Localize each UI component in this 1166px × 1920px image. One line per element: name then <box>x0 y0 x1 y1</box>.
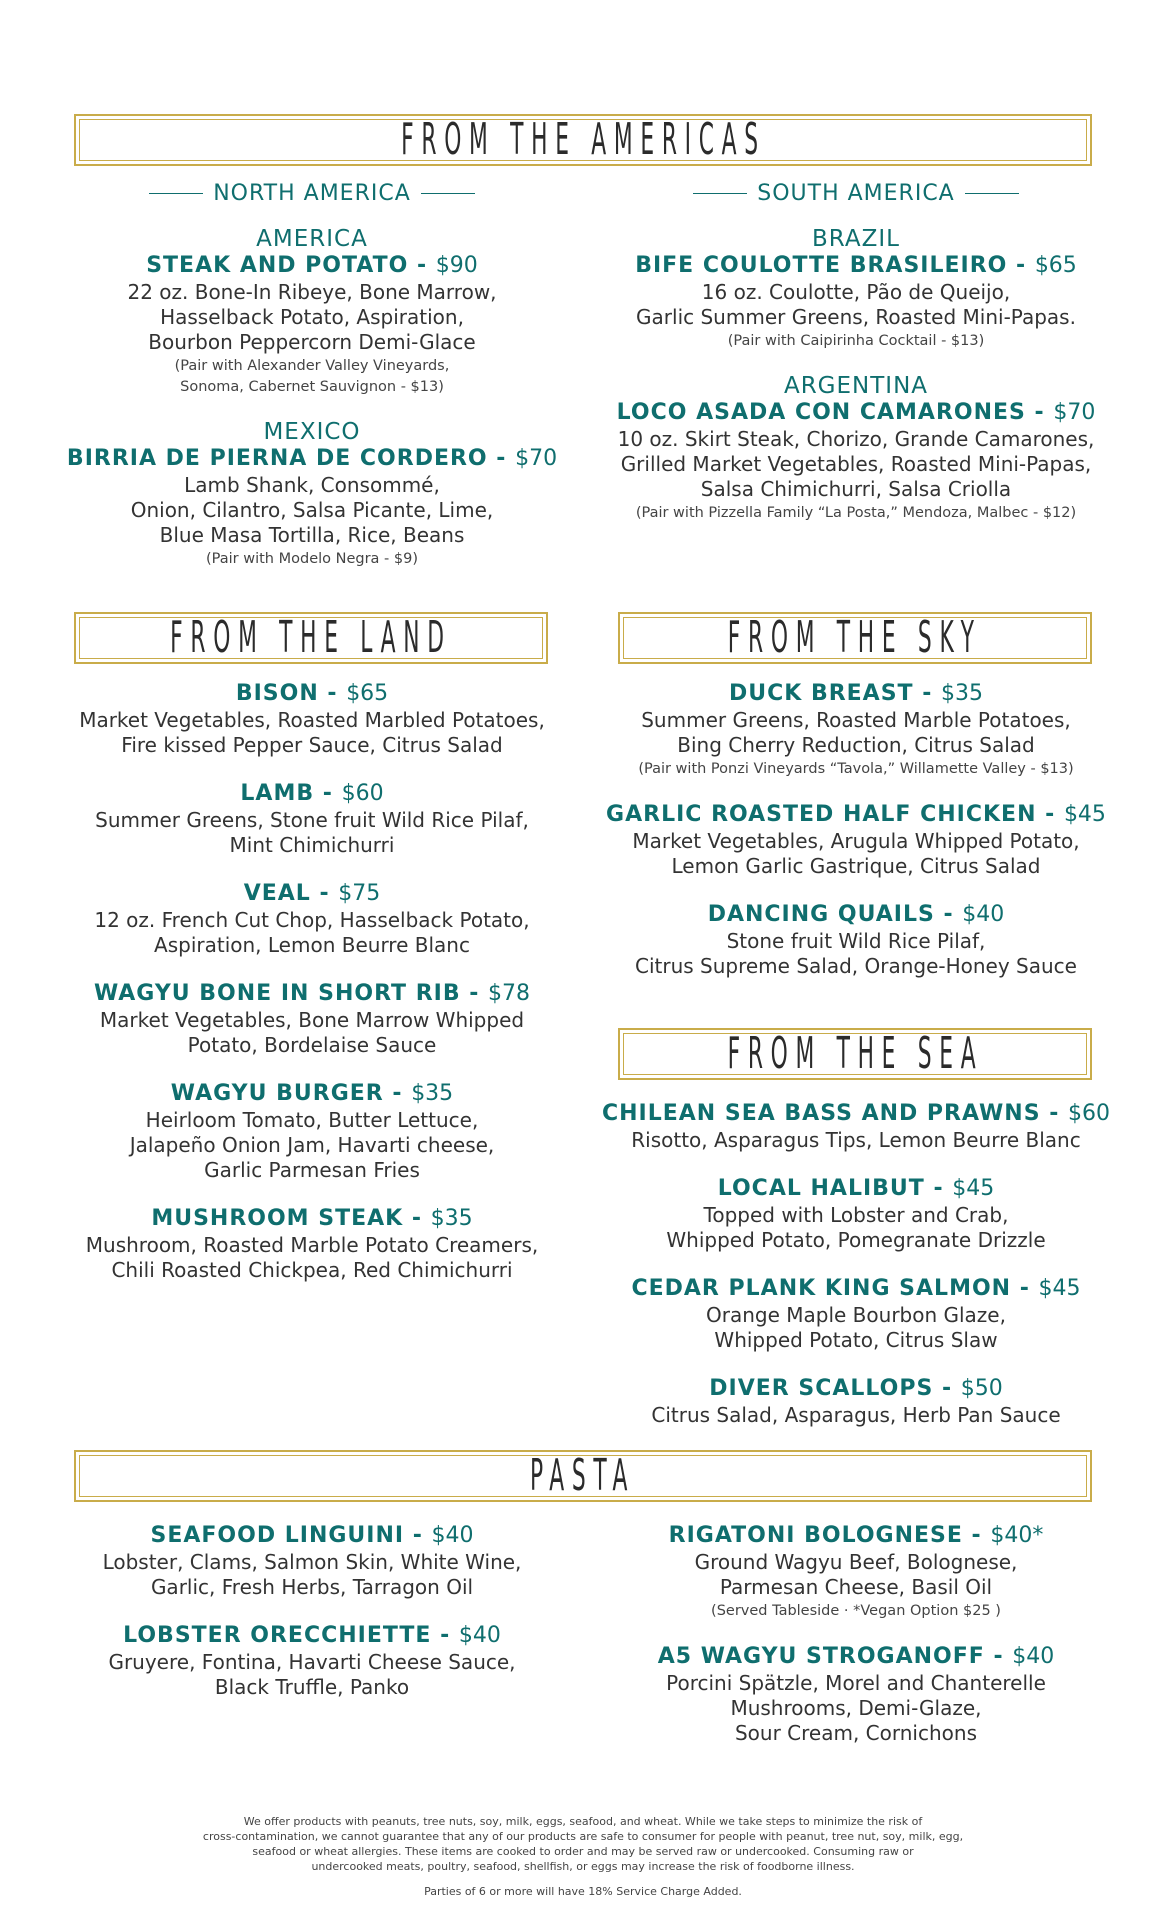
price-separator: - <box>913 681 942 706</box>
dish-price: $65 <box>346 681 389 706</box>
dish-name: CEDAR PLANK KING SALMON <box>631 1276 1012 1301</box>
dish-name: BIFE COULOTTE BRASILEIRO <box>635 253 1008 278</box>
dish-name-line <box>40 1080 584 1108</box>
menu-item <box>584 1375 1128 1428</box>
menu-item <box>584 801 1128 879</box>
price-separator: - <box>408 253 436 278</box>
dish-price: $40 <box>962 902 1005 927</box>
region-label: AMERICA <box>256 226 368 252</box>
dish-price: $40 <box>431 1523 474 1548</box>
dish-description: Bourbon Peppercorn Demi-Glace <box>148 330 476 354</box>
dish-name: LOBSTER ORECCHIETTE <box>123 1623 432 1648</box>
pasta-right-column <box>584 1522 1128 1768</box>
dish-description: Grilled Market Vegetables, Roasted Mini-Papas, <box>620 452 1092 476</box>
price-separator: - <box>924 1176 953 1201</box>
dish-name-line <box>584 1643 1128 1671</box>
price-separator: - <box>318 681 347 706</box>
section-banner-land <box>74 612 548 664</box>
dish-name: DANCING QUAILS <box>707 902 935 927</box>
menu-item <box>584 1643 1128 1746</box>
dish-description: Citrus Salad, Asparagus, Herb Pan Sauce <box>651 1403 1061 1427</box>
section-title: FROM THE SKY <box>728 612 982 663</box>
dish-name: VEAL <box>243 881 311 906</box>
dish-description: 22 oz. Bone-In Ribeye, Bone Marrow, <box>127 280 497 304</box>
dish-name: LOCO ASADA CON CAMARONES <box>616 400 1026 425</box>
price-separator: - <box>431 1623 459 1648</box>
menu-item <box>40 1080 584 1183</box>
menu-item <box>40 880 584 958</box>
south-america-column <box>584 226 1128 545</box>
dish-price: $40 <box>458 1623 501 1648</box>
dish-name-line <box>584 399 1128 427</box>
dish-description: Gruyere, Fontina, Havarti Cheese Sauce, <box>108 1650 516 1674</box>
dish-price: $70 <box>515 446 558 471</box>
menu-item <box>584 680 1128 779</box>
menu-item <box>584 1275 1128 1353</box>
south-america-heading <box>584 178 1128 208</box>
price-separator: - <box>460 981 489 1006</box>
menu-item <box>40 1522 584 1600</box>
menu-item <box>40 780 584 858</box>
dish-description: Mushroom, Roasted Marble Potato Creamers, <box>85 1233 539 1257</box>
pairing-note: (Pair with Pizzella Family “La Posta,” Mendoza, Malbec - $12) <box>635 505 1077 521</box>
price-separator: - <box>933 1376 961 1401</box>
pairing-note: Sonoma, Cabernet Sauvignon - $13) <box>180 379 444 395</box>
dish-name: DIVER SCALLOPS <box>709 1376 934 1401</box>
price-separator: - <box>1011 1276 1039 1301</box>
disclaimer-line: cross-contamination, we cannot guarantee that any of our products are safe to consumer for people with peanut, tree nut, soy, milk, egg, <box>202 1830 964 1843</box>
dish-price: $40* <box>990 1523 1044 1548</box>
price-separator: - <box>1007 253 1035 278</box>
sky-column <box>584 680 1128 1001</box>
dish-name: LAMB <box>240 781 315 806</box>
dish-description: Lamb Shank, Consommé, <box>184 473 440 497</box>
disclaimer-line: We offer products with peanuts, tree nuts, soy, milk, eggs, seafood, and wheat. While we take steps to minimize the risk of <box>243 1815 923 1828</box>
menu-item <box>40 1205 584 1283</box>
allergy-disclaimer <box>170 1814 996 1874</box>
dish-name: WAGYU BURGER <box>170 1081 384 1106</box>
dish-description: Heirloom Tomato, Butter Lettuce, <box>145 1108 479 1132</box>
dish-name-line <box>40 880 584 908</box>
dish-name-line <box>40 445 584 473</box>
price-separator: - <box>984 1644 1013 1669</box>
dish-description: Summer Greens, Stone fruit Wild Rice Pilaf, <box>95 808 529 832</box>
dish-price: $78 <box>488 981 531 1006</box>
heading-label: NORTH AMERICA <box>213 180 411 206</box>
dish-price: $65 <box>1034 253 1077 278</box>
dish-name-line <box>584 1522 1128 1550</box>
pairing-note: (Served Tableside · *Vegan Option $25 ) <box>711 1603 1001 1619</box>
north-america-column <box>40 226 584 591</box>
dish-price: $70 <box>1053 400 1096 425</box>
dish-name-line <box>584 680 1128 708</box>
dish-name: LOCAL HALIBUT <box>717 1176 925 1201</box>
dish-name-line <box>584 1375 1128 1403</box>
dish-price: $90 <box>435 253 478 278</box>
dish-description: Chili Roasted Chickpea, Red Chimichurri <box>111 1258 513 1282</box>
dish-name-line <box>584 1100 1128 1128</box>
sea-column <box>584 1100 1128 1450</box>
dish-price: $35 <box>430 1206 473 1231</box>
dish-description: Hasselback Potato, Aspiration, <box>160 305 464 329</box>
divider <box>149 193 203 194</box>
price-separator: - <box>1040 1101 1069 1126</box>
dish-description: Fire kissed Pepper Sauce, Citrus Salad <box>121 733 503 757</box>
dish-price: $75 <box>338 881 381 906</box>
dish-description: Onion, Cilantro, Salsa Picante, Lime, <box>130 498 494 522</box>
dish-price: $50 <box>960 1376 1003 1401</box>
dish-name-line <box>40 1522 584 1550</box>
price-separator: - <box>383 1081 412 1106</box>
menu-item <box>584 1100 1128 1153</box>
dish-description: Garlic, Fresh Herbs, Tarragon Oil <box>150 1575 474 1599</box>
dish-description: Whipped Potato, Pomegranate Drizzle <box>666 1228 1046 1252</box>
menu-item <box>584 901 1128 979</box>
price-separator: - <box>403 1206 431 1231</box>
dish-description: Market Vegetables, Arugula Whipped Potato, <box>632 829 1080 853</box>
dish-description: Ground Wagyu Beef, Bolognese, <box>694 1550 1018 1574</box>
dish-name-line <box>40 980 584 1008</box>
dish-description: Garlic Parmesan Fries <box>204 1158 420 1182</box>
dish-description: 12 oz. French Cut Chop, Hasselback Potato, <box>94 908 530 932</box>
section-banner-pasta <box>74 1450 1092 1502</box>
menu-item <box>584 1522 1128 1621</box>
dish-description: Jalapeño Onion Jam, Havarti cheese, <box>129 1133 495 1157</box>
dish-description: Garlic Summer Greens, Roasted Mini-Papas. <box>636 305 1076 329</box>
dish-description: Aspiration, Lemon Beurre Blanc <box>154 933 470 957</box>
dish-description: Porcini Spätzle, Morel and Chanterelle <box>666 1671 1046 1695</box>
dish-price: $35 <box>941 681 984 706</box>
dish-description: Citrus Supreme Salad, Orange-Honey Sauce <box>634 954 1077 978</box>
dish-price: $40 <box>1012 1644 1055 1669</box>
dish-name: BIRRIA DE PIERNA DE CORDERO <box>66 446 488 471</box>
dish-description: Sour Cream, Cornichons <box>734 1721 977 1745</box>
dish-name-line <box>584 901 1128 929</box>
disclaimer-line: seafood or wheat allergies. These items are cooked to order and may be served raw or undercooked. Consuming raw or <box>252 1845 914 1858</box>
menu-item <box>584 226 1128 351</box>
dish-name-line <box>40 780 584 808</box>
dish-description: Bing Cherry Reduction, Citrus Salad <box>677 733 1035 757</box>
dish-name-line <box>584 1275 1128 1303</box>
region-label: MEXICO <box>263 419 361 445</box>
dish-description: Blue Masa Tortilla, Rice, Beans <box>159 523 465 547</box>
menu-item <box>40 680 584 758</box>
divider <box>965 193 1019 194</box>
dish-name: GARLIC ROASTED HALF CHICKEN <box>606 802 1037 827</box>
menu-item <box>40 980 584 1058</box>
dish-description: Market Vegetables, Roasted Marbled Potatoes, <box>79 708 545 732</box>
divider <box>693 193 747 194</box>
dish-name-line <box>584 1175 1128 1203</box>
pairing-note: (Pair with Ponzi Vineyards “Tavola,” Willamette Valley - $13) <box>638 761 1074 777</box>
dish-description: Summer Greens, Roasted Marble Potatoes, <box>641 708 1071 732</box>
land-column <box>40 680 584 1305</box>
dish-description: Mushrooms, Demi-Glaze, <box>730 1696 982 1720</box>
menu-item <box>40 226 584 397</box>
dish-name: CHILEAN SEA BASS AND PRAWNS <box>601 1101 1041 1126</box>
dish-price: $35 <box>411 1081 454 1106</box>
menu-item <box>40 419 584 569</box>
pairing-note: (Pair with Alexander Valley Vineyards, <box>174 358 450 374</box>
dish-description: Mint Chimichurri <box>229 833 395 857</box>
dish-description: Market Vegetables, Bone Marrow Whipped <box>99 1008 525 1032</box>
dish-name: SEAFOOD LINGUINI <box>150 1523 405 1548</box>
dish-description: Salsa Chimichurri, Salsa Criolla <box>700 477 1012 501</box>
section-title: FROM THE LAND <box>170 612 452 663</box>
region-label: BRAZIL <box>812 226 900 252</box>
dish-name: STEAK AND POTATO <box>146 253 409 278</box>
service-charge-note: Parties of 6 or more will have 18% Service Charge Added. <box>424 1885 742 1898</box>
price-separator: - <box>1025 400 1054 425</box>
menu-item <box>584 373 1128 523</box>
region-label: ARGENTINA <box>783 373 929 399</box>
dish-description: 16 oz. Coulotte, Pão de Queijo, <box>701 280 1011 304</box>
price-separator: - <box>934 902 963 927</box>
dish-price: $45 <box>1063 802 1106 827</box>
price-separator: - <box>962 1523 991 1548</box>
dish-description: Lobster, Clams, Salmon Skin, White Wine, <box>102 1550 522 1574</box>
dish-price: $45 <box>1038 1276 1081 1301</box>
north-america-heading <box>40 178 584 208</box>
dish-name: DUCK BREAST <box>728 681 914 706</box>
pairing-note: (Pair with Modelo Negra - $9) <box>206 551 418 567</box>
dish-price: $60 <box>1068 1101 1111 1126</box>
dish-description: Black Truffle, Panko <box>214 1675 410 1699</box>
dish-name: MUSHROOM STEAK <box>151 1206 404 1231</box>
dish-name-line <box>40 680 584 708</box>
menu-item <box>40 1622 584 1700</box>
dish-name: WAGYU BONE IN SHORT RIB <box>93 981 461 1006</box>
section-title: PASTA <box>530 1450 636 1501</box>
dish-name-line <box>40 252 584 280</box>
price-separator: - <box>1036 802 1064 827</box>
dish-price: $60 <box>341 781 384 806</box>
price-separator: - <box>310 881 339 906</box>
section-title: FROM THE AMERICAS <box>400 114 766 165</box>
price-separator: - <box>314 781 342 806</box>
dish-name: BISON <box>235 681 319 706</box>
divider <box>421 193 475 194</box>
price-separator: - <box>487 446 516 471</box>
dish-description: Potato, Bordelaise Sauce <box>187 1033 437 1057</box>
section-banner-americas <box>74 114 1092 166</box>
menu-item <box>584 1175 1128 1253</box>
dish-description: Risotto, Asparagus Tips, Lemon Beurre Blanc <box>631 1128 1081 1152</box>
disclaimer-line: undercooked meats, poultry, seafood, shellfish, or eggs may increase the risk of foodborne illness. <box>311 1860 855 1873</box>
section-banner-sky <box>618 612 1092 664</box>
dish-description: Parmesan Cheese, Basil Oil <box>719 1575 993 1599</box>
dish-name: RIGATONI BOLOGNESE <box>668 1523 963 1548</box>
dish-description: Lemon Garlic Gastrique, Citrus Salad <box>671 854 1041 878</box>
dish-description: 10 oz. Skirt Steak, Chorizo, Grande Camarones, <box>617 427 1095 451</box>
dish-name-line <box>584 252 1128 280</box>
footer <box>170 1814 996 1899</box>
price-separator: - <box>404 1523 432 1548</box>
heading-label: SOUTH AMERICA <box>757 180 955 206</box>
dish-description: Topped with Lobster and Crab, <box>703 1203 1009 1227</box>
dish-name-line <box>40 1622 584 1650</box>
dish-name-line <box>584 801 1128 829</box>
dish-description: Whipped Potato, Citrus Slaw <box>714 1328 998 1352</box>
dish-name-line <box>40 1205 584 1233</box>
section-banner-sea <box>618 1028 1092 1080</box>
pairing-note: (Pair with Caipirinha Cocktail - $13) <box>727 333 985 349</box>
section-title: FROM THE SEA <box>727 1028 983 1079</box>
pasta-left-column <box>40 1522 584 1722</box>
dish-description: Stone fruit Wild Rice Pilaf, <box>726 929 986 953</box>
dish-description: Orange Maple Bourbon Glaze, <box>706 1303 1006 1327</box>
dish-price: $45 <box>952 1176 995 1201</box>
dish-name: A5 WAGYU STROGANOFF <box>657 1644 985 1669</box>
